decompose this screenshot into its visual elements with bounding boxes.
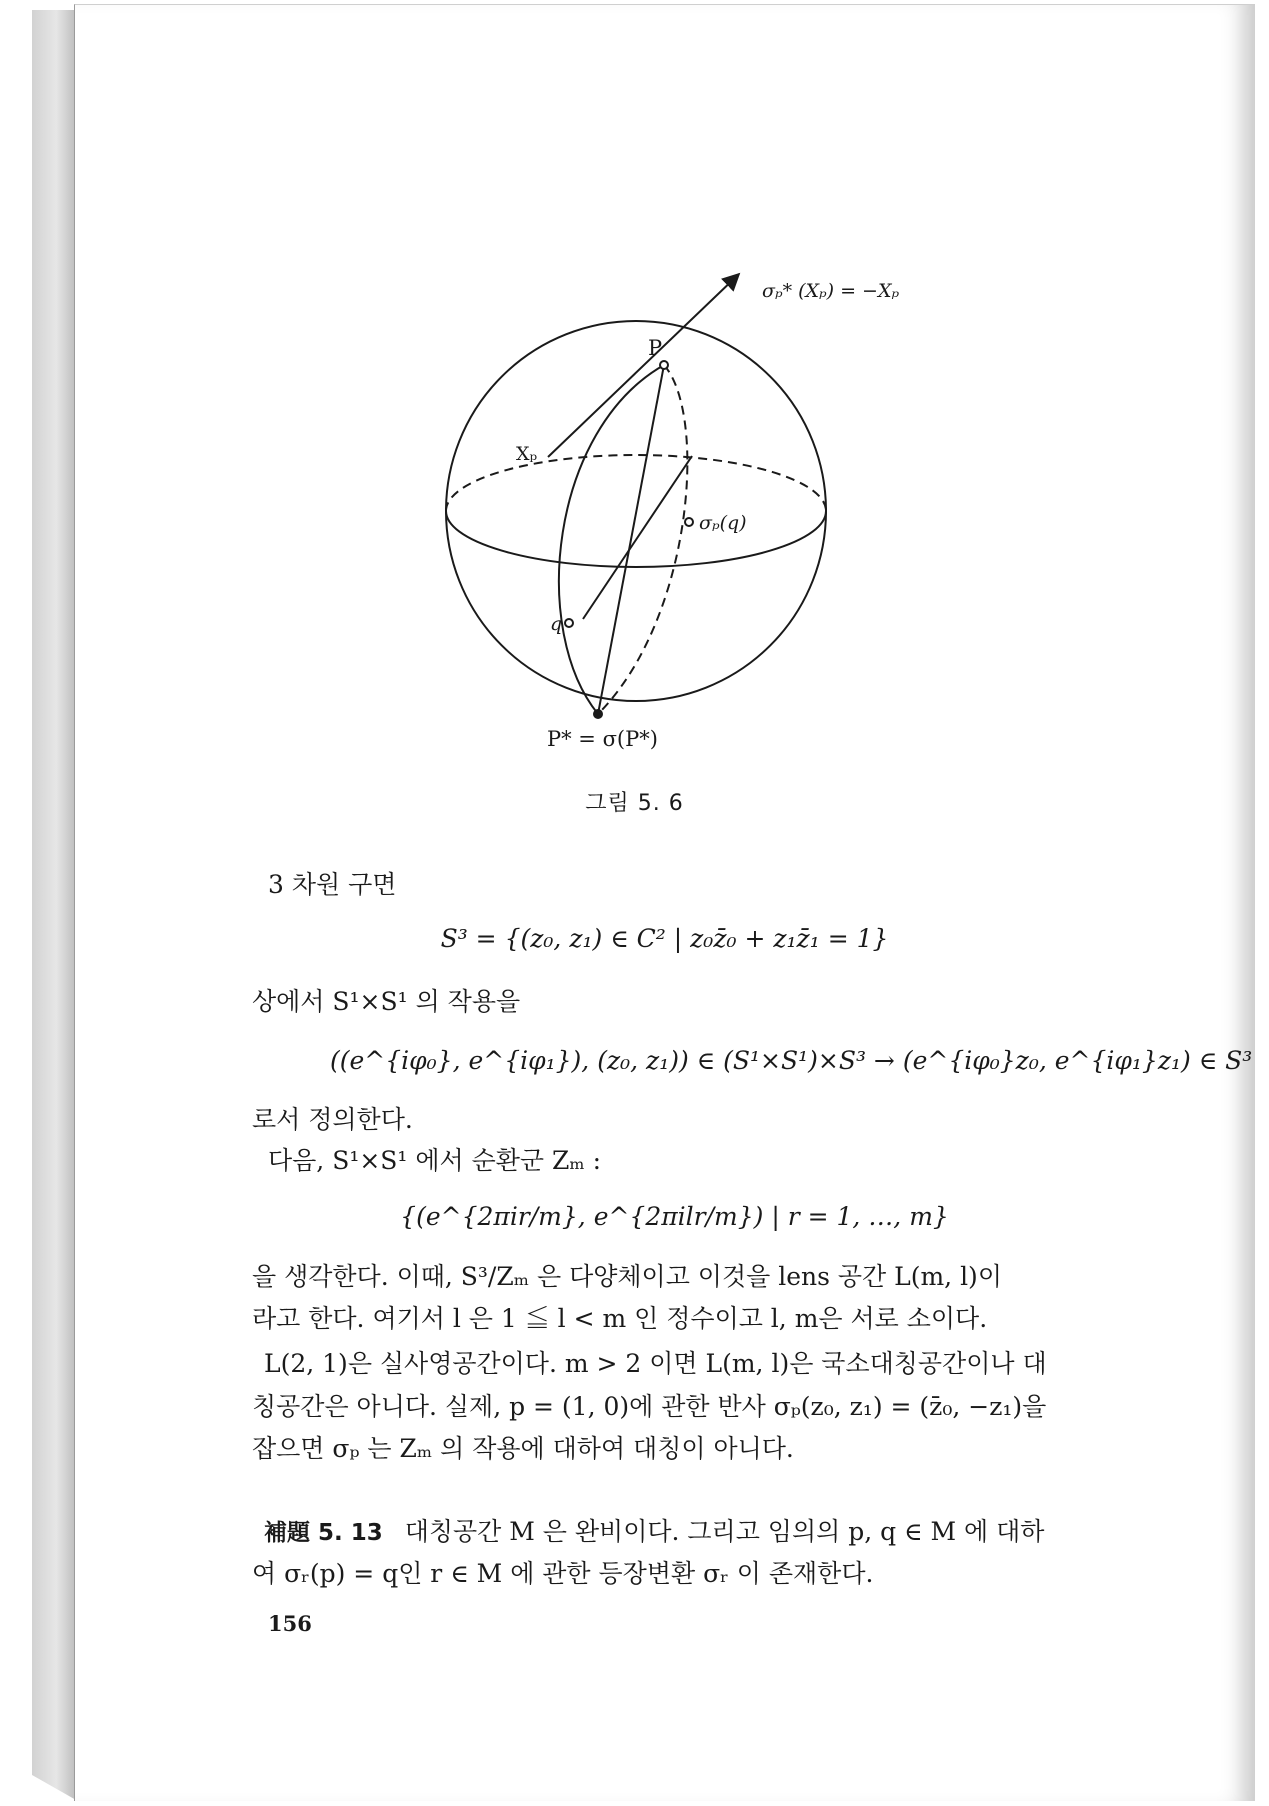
- label-sigma-q: σₚ(q): [699, 512, 747, 534]
- text-line-3: 상에서 S¹×S¹ 의 작용을: [252, 987, 521, 1016]
- text-line-12: 잡으면 σₚ 는 Zₘ 의 작용에 대하여 대칭이 아니다.: [252, 1434, 794, 1463]
- page-number: 156: [268, 1611, 312, 1636]
- equator-back: [446, 455, 826, 511]
- label-bottom: P* = σ(P*): [547, 727, 658, 751]
- text-line-1: 3 차원 구면: [268, 870, 397, 899]
- point-q: [565, 619, 573, 627]
- figure-caption: 그림 5. 6: [585, 791, 684, 816]
- text-line-5: 로서 정의한다.: [252, 1105, 413, 1134]
- sphere-figure: [440, 240, 940, 760]
- point-sigma-q: [685, 518, 693, 526]
- equation-sphere: S³ = {(z₀, z₁) ∈ C² | z₀z̄₀ + z₁z̄₁ = 1}: [440, 924, 889, 953]
- lemma-label: 補題 5. 13: [264, 1520, 383, 1546]
- meridian-front: [559, 365, 664, 714]
- lemma-line-2: 여 σᵣ(p) = q인 r ∈ M 에 관한 등장변환 σᵣ 이 존재한다.: [252, 1559, 874, 1588]
- point-bottom: [593, 709, 603, 719]
- equation-cyclic-group: {(e^{2πir/m}, e^{2πilr/m}) | r = 1, …, m}: [400, 1202, 949, 1231]
- label-q: q: [550, 613, 563, 635]
- equation-action: ((e^{iφ₀}, e^{iφ₁}), (z₀, z₁)) ∈ (S¹×S¹)×S³ → (e^{iφ₀}z₀, e^{iφ₁}z₁) ∈ S³: [330, 1046, 1253, 1075]
- label-P: P: [648, 336, 663, 360]
- text-line-11: 칭공간은 아니다. 실제, p = (1, 0)에 관한 반사 σₚ(z₀, z₁) = (z̄₀, −z₁)을: [252, 1392, 1047, 1421]
- sphere-diagram: [440, 240, 940, 760]
- label-Xp: Xₚ: [516, 443, 538, 465]
- meridian-back: [598, 365, 687, 714]
- book-spine: [32, 10, 76, 1800]
- text-line-8: 을 생각한다. 이때, S³/Zₘ 은 다양체이고 이것을 lens 공간 L(m, l)이: [252, 1262, 1002, 1291]
- lemma-text-1: 대칭공간 M 은 완비이다. 그리고 임의의 p, q ∈ M 에 대하: [404, 1517, 1045, 1546]
- point-P: [660, 361, 668, 369]
- lemma-line-1: [264, 1515, 1044, 1550]
- text-line-10: L(2, 1)은 실사영공간이다. m > 2 이면 L(m, l)은 국소대칭공간이나 대: [264, 1349, 1047, 1378]
- label-sigma-top: σₚ* (Xₚ) = −Xₚ: [762, 280, 900, 302]
- tangent-vector: [548, 274, 739, 457]
- text-line-9: 라고 한다. 여기서 l 은 1 ≦ l < m 인 정수이고 l, m은 서로 소이다.: [252, 1304, 988, 1333]
- chord-line: [583, 456, 692, 619]
- text-line-6: 다음, S¹×S¹ 에서 순환군 Zₘ :: [268, 1146, 602, 1175]
